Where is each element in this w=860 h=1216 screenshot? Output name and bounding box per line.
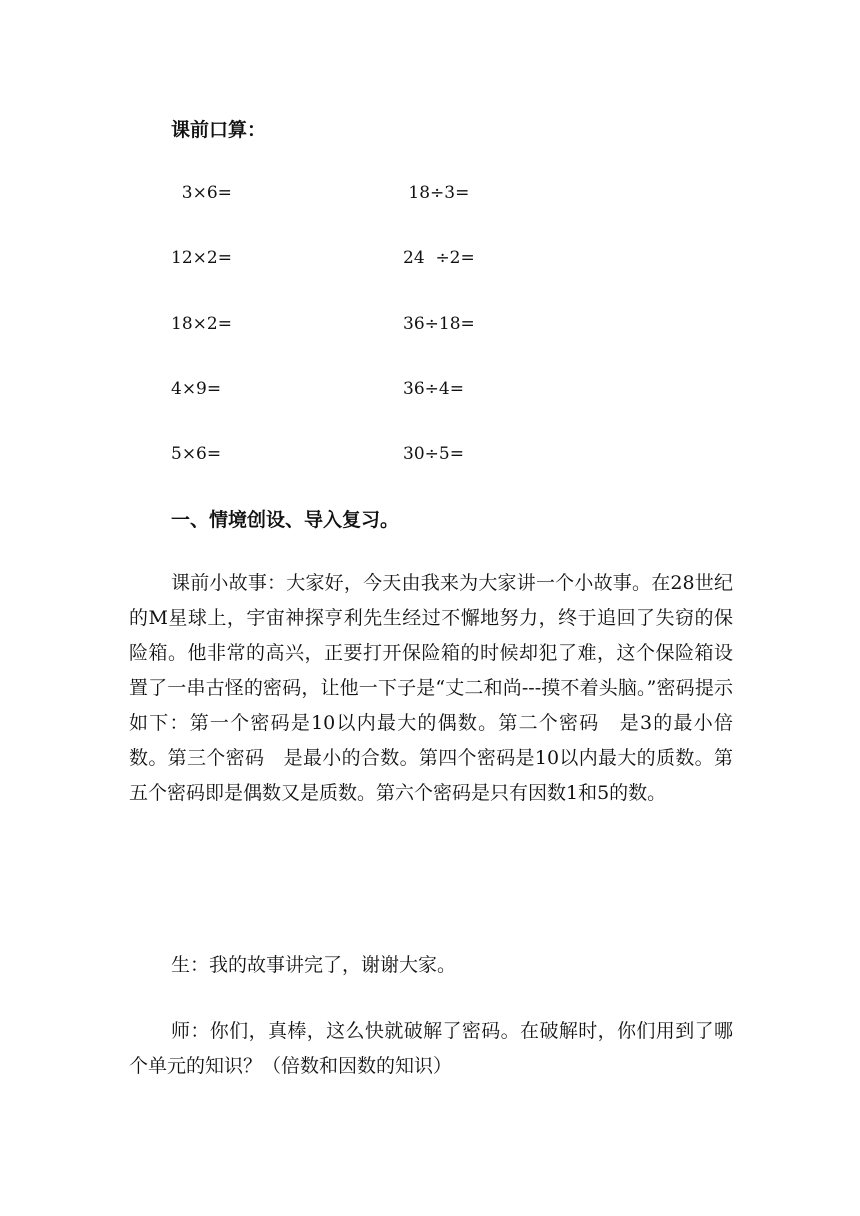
teacher-line: 师：你们，真棒，这么快就破解了密码。在破解时，你们用到了哪个单元的知识？（倍数和因数的知识） [129, 1020, 733, 1077]
exercise-left-1: 3×6= [171, 183, 232, 203]
exercise-right-5: 30÷5= [403, 444, 464, 464]
exercise-left-5: 5×6= [171, 444, 222, 464]
student-line: 生：我的故事讲完了，谢谢大家。 [171, 954, 457, 976]
warmup-heading: 课前口算： [171, 119, 267, 141]
exercise-left-2: 12×2= [171, 248, 232, 268]
exercise-left-4: 4×9= [171, 379, 222, 399]
story-paragraph: 课前小故事：大家好，今天由我来为大家讲一个小故事。在28世纪的M星球上，宇宙神探亨利先生经过不懈地努力，终于追回了失窃的保险箱。他非常的高兴，正要打开保险箱的时候却犯了难，这个保险箱设置了一串古怪的密码，让他一下子是“丈二和尚---摸不着头脑。”密码提示如下：第一个密码是10以内最大的偶数。第二个密码 是3的最小倍数。第三个密码 是最小的合数。第四个密码是10以内最大的质数。第五个密码即是偶数又是质数。第六个密码是只有因数1和5的数。 [129, 572, 733, 804]
exercise-right-4: 36÷4= [403, 379, 464, 399]
exercise-right-3: 36÷18= [403, 314, 475, 334]
exercise-right-1: 18÷3= [403, 183, 470, 203]
exercise-left-3: 18×2= [171, 314, 232, 334]
section-heading: 一、情境创设、导入复习。 [171, 509, 400, 531]
exercise-right-2: 24 ÷2= [403, 248, 475, 268]
